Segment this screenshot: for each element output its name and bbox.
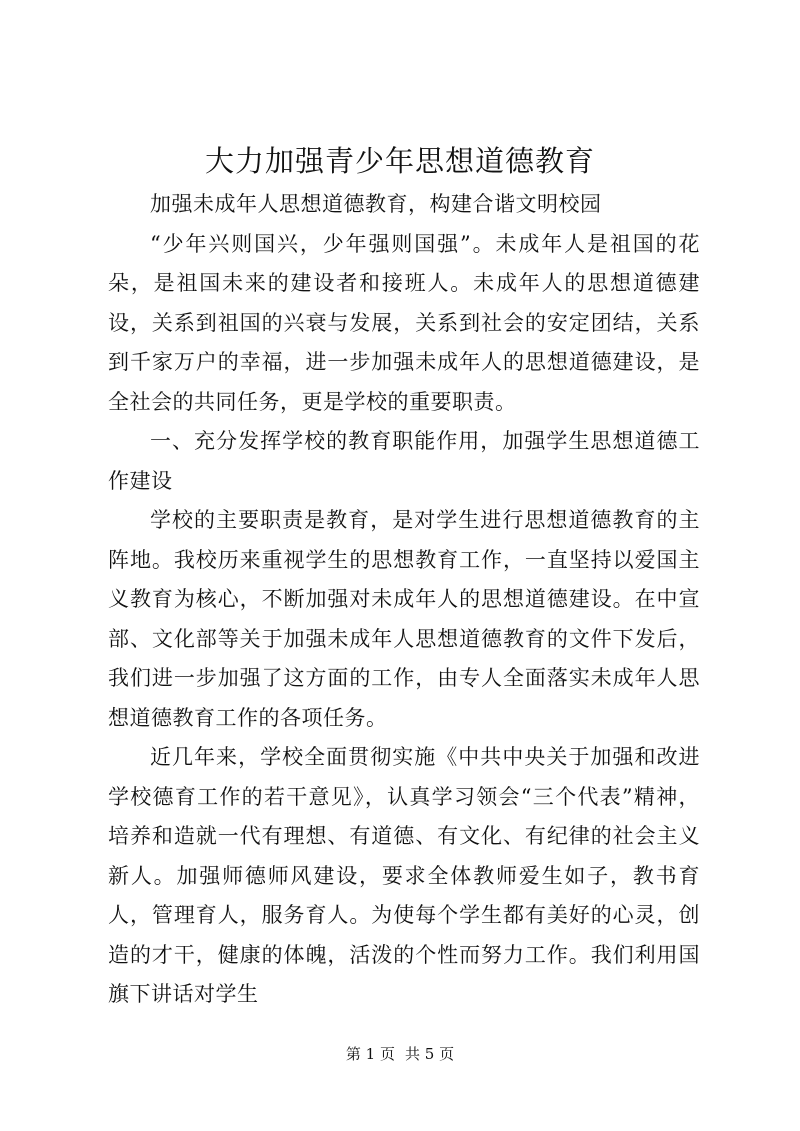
- page-footer: [0, 1044, 800, 1064]
- document-subtitle: 加强未成年人思想道德教育，构建合谐文明校园: [150, 192, 602, 216]
- section-heading-1: 一、充分发挥学校的教育职能作用，加强学生思想道德工作建设: [108, 429, 700, 493]
- document-title: 大力加强青少年思想道德教育: [204, 144, 595, 178]
- paragraph-intro: “少年兴则国兴，少年强则国强”。未成年人是祖国的花朵，是祖国未来的建设者和接班人。未成年人的思想道德建设，关系到祖国的兴衰与发展，关系到社会的安定团结，关系到千家万户的幸福，进一步加强未成年人的思想道德建设，是全社会的共同任务，更是学校的重要职责。: [108, 231, 700, 414]
- paragraph-recent-years: 近几年来，学校全面贯彻实施《中共中央关于加强和改进学校德育工作的若干意见》，认真学习领会“三个代表”精神，培养和造就一代有理想、有道德、有文化、有纪律的社会主义新人。加强师德师风建设，要求全体教师爱生如子，教书育人，管理育人，服务育人。为使每个学生都有美好的心灵，创造的才干，健康的体魄，活泼的个性而努力工作。我们利用国旗下讲话对学生: [108, 745, 700, 1006]
- document-body: [108, 185, 700, 1015]
- page-number: 第 1 页: [345, 1045, 395, 1063]
- page-total: 共 5 页: [405, 1045, 455, 1063]
- paragraph-section-1: 学校的主要职责是教育，是对学生进行思想道德教育的主阵地。我校历来重视学生的思想教育工作，一直坚持以爱国主义教育为核心，不断加强对未成年人的思想道德建设。在中宣部、文化部等关于加强未成年人思想道德教育的文件下发后，我们进一步加强了这方面的工作，由专人全面落实未成年人思想道德教育工作的各项任务。: [108, 508, 700, 730]
